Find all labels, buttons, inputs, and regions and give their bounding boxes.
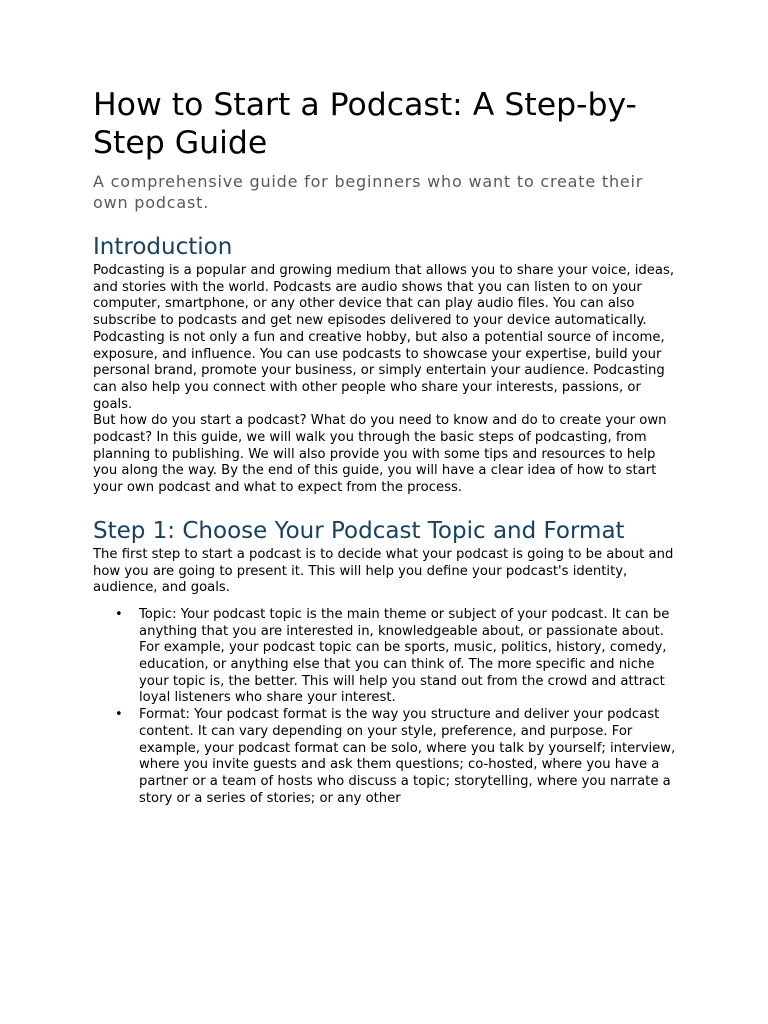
step1-intro-paragraph: The first step to start a podcast is to decide what your podcast is going to be about and how you are going to present it. This will help you define your podcast's identity, audience, and goals. — [93, 546, 674, 596]
list-item-topic — [115, 606, 678, 707]
list-item-format — [115, 707, 678, 807]
bullet-icon: • — [115, 707, 123, 723]
intro-paragraph-3: But how do you start a podcast? What do you need to know and do to create your own podcast? In this guide, we will walk you through the basic steps of podcasting, from planning to publishing. We will also provide you with some tips and resources to help you along the way. By the end of this guide, you will have a clear idea of how to start your own podcast and what to expect from the process. — [93, 413, 667, 496]
list-item-text: Topic: Your podcast topic is the main theme or subject of your podcast. It can be anything that you are interested in, knowledgeable about, or passionate about. For example, your podcast topic can be sports, music, politics, history, comedy, education, or anything else that you can think of. The more specific and niche your topic is, the better. This will help you stand out from the crowd and attract loyal listeners who share your interest. — [139, 606, 670, 706]
bullet-icon: • — [115, 606, 123, 622]
document-page — [93, 86, 678, 807]
document-subtitle: A comprehensive guide for beginners who want to create their own podcast. — [93, 172, 644, 212]
intro-paragraph-2: Podcasting is not only a fun and creative hobby, but also a potential source of income, exposure, and influence. You can use podcasts to showcase your expertise, build your personal brand, promote your business, or simply entertain your audience. Podcasting can also help you connect with other people who share your interests, passions, or goals. — [93, 329, 665, 412]
intro-paragraph-1: Podcasting is a popular and growing medium that allows you to share your voice, ideas, and stories with the world. Podcasts are audio shows that you can listen to on your computer, smartphone, or any other device that can play audio files. You can also subscribe to podcasts and get new episodes delivered to your device automatically. — [93, 263, 675, 329]
document-title: How to Start a Podcast: A Step-by-Step Guide — [93, 87, 637, 161]
list-item-text: Format: Your podcast format is the way you structure and deliver your podcast content. It can vary depending on your style, preference, and purpose. For example, your podcast format can be solo, where you talk by yourself; interview, where you invite guests and ask them questions; co-hosted, where you have a partner or a team of hosts who discuss a topic; storytelling, where you narrate a story or a series of stories; or any other — [139, 707, 676, 806]
introduction-heading: Introduction — [93, 234, 233, 260]
step1-heading: Step 1: Choose Your Podcast Topic and Format — [93, 517, 625, 544]
step1-bullet-list — [93, 607, 678, 807]
